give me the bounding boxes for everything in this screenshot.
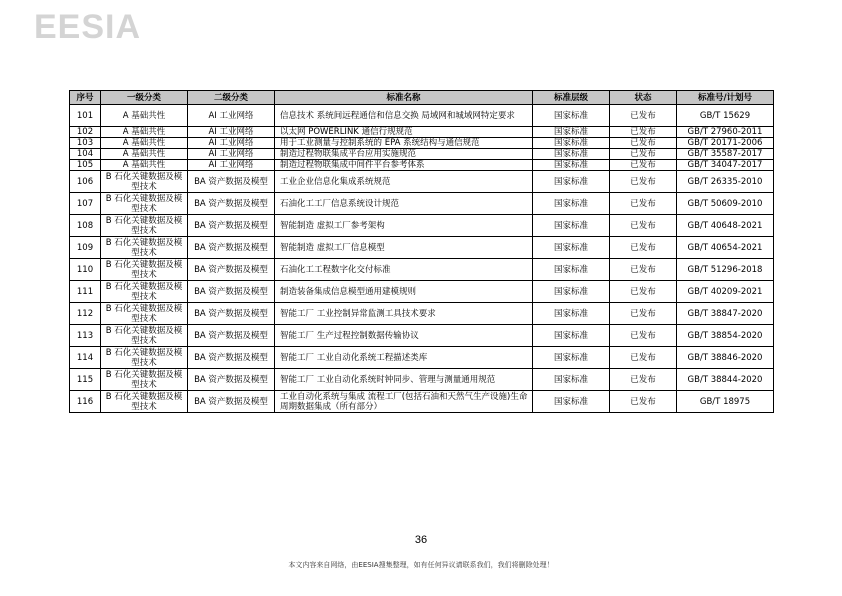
primary-category-cell: A 基础共性 bbox=[101, 127, 188, 138]
primary-category-cell: A 基础共性 bbox=[101, 160, 188, 171]
primary-category-cell: B 石化关键数据及模型技术 bbox=[101, 281, 188, 303]
standard-name-cell: 智能工厂 生产过程控制数据传输协议 bbox=[275, 325, 533, 347]
table-row bbox=[70, 105, 774, 127]
standard-level-cell: 国家标准 bbox=[533, 171, 610, 193]
standard-status-cell: 已发布 bbox=[610, 149, 677, 160]
standard-status-cell: 已发布 bbox=[610, 160, 677, 171]
standard-status-cell: 已发布 bbox=[610, 171, 677, 193]
standard-name-cell: 制造过程物联集成平台应用实施规范 bbox=[275, 149, 533, 160]
standard-code-cell: GB/T 38844-2020 bbox=[677, 369, 774, 391]
standard-level-cell: 国家标准 bbox=[533, 347, 610, 369]
standard-code-cell: GB/T 50609-2010 bbox=[677, 193, 774, 215]
standard-code-cell: GB/T 51296-2018 bbox=[677, 259, 774, 281]
table-row bbox=[70, 259, 774, 281]
standard-name-cell: 工业自动化系统与集成 流程工厂(包括石油和天然气生产设施)生命周期数据集成（所有部分） bbox=[275, 391, 533, 413]
table-row bbox=[70, 149, 774, 160]
standard-status-cell: 已发布 bbox=[610, 325, 677, 347]
standard-name-cell: 用于工业测量与控制系统的 EPA 系统结构与通信规范 bbox=[275, 138, 533, 149]
row-number-cell: 115 bbox=[70, 369, 101, 391]
standard-name-cell: 制造过程物联集成中间件平台参考体系 bbox=[275, 160, 533, 171]
standards-table bbox=[69, 90, 774, 413]
standard-status-cell: 已发布 bbox=[610, 237, 677, 259]
standard-name-cell: 工业企业信息化集成系统规范 bbox=[275, 171, 533, 193]
row-number-cell: 102 bbox=[70, 127, 101, 138]
standard-code-cell: GB/T 18975 bbox=[677, 391, 774, 413]
secondary-category-cell: BA 资产数据及模型 bbox=[188, 193, 275, 215]
secondary-category-cell: AI 工业网络 bbox=[188, 105, 275, 127]
footer-disclaimer: 本文内容来自网络，由EESIA搜集整理，如有任何异议请联系我们，我们将删除处理！ bbox=[288, 561, 554, 569]
table-row bbox=[70, 369, 774, 391]
table-row bbox=[70, 347, 774, 369]
secondary-category-cell: BA 资产数据及模型 bbox=[188, 391, 275, 413]
row-number-cell: 112 bbox=[70, 303, 101, 325]
table-row bbox=[70, 237, 774, 259]
standard-name-cell: 智能制造 虚拟工厂信息模型 bbox=[275, 237, 533, 259]
page-number: 36 bbox=[414, 534, 428, 546]
eesia-logo: EESIA bbox=[34, 8, 142, 46]
table-row bbox=[70, 281, 774, 303]
standard-name-cell: 制造装备集成信息模型通用建模规则 bbox=[275, 281, 533, 303]
standard-name-cell: 智能工厂 工业自动化系统时钟同步、管理与测量通用规范 bbox=[275, 369, 533, 391]
standard-name-cell: 以太网 POWERLINK 通信行规规范 bbox=[275, 127, 533, 138]
row-number-cell: 106 bbox=[70, 171, 101, 193]
row-number-cell: 110 bbox=[70, 259, 101, 281]
standard-level-cell: 国家标准 bbox=[533, 281, 610, 303]
table-row bbox=[70, 325, 774, 347]
standard-level-cell: 国家标准 bbox=[533, 138, 610, 149]
primary-category-cell: A 基础共性 bbox=[101, 105, 188, 127]
table-row bbox=[70, 171, 774, 193]
row-number-cell: 101 bbox=[70, 105, 101, 127]
secondary-category-cell: BA 资产数据及模型 bbox=[188, 171, 275, 193]
table-header-row bbox=[70, 91, 774, 105]
standard-name-cell: 智能工厂 工业控制异常监测工具技术要求 bbox=[275, 303, 533, 325]
standard-level-cell: 国家标准 bbox=[533, 259, 610, 281]
row-number-cell: 105 bbox=[70, 160, 101, 171]
standard-status-cell: 已发布 bbox=[610, 369, 677, 391]
secondary-category-cell: BA 资产数据及模型 bbox=[188, 369, 275, 391]
row-number-cell: 114 bbox=[70, 347, 101, 369]
row-number-cell: 103 bbox=[70, 138, 101, 149]
standard-name-cell: 石油化工工程数字化交付标准 bbox=[275, 259, 533, 281]
secondary-category-cell: AI 工业网络 bbox=[188, 149, 275, 160]
primary-category-cell: B 石化关键数据及模型技术 bbox=[101, 369, 188, 391]
standard-code-cell: GB/T 26335-2010 bbox=[677, 171, 774, 193]
secondary-category-cell: BA 资产数据及模型 bbox=[188, 237, 275, 259]
standard-status-cell: 已发布 bbox=[610, 303, 677, 325]
primary-category-cell: B 石化关键数据及模型技术 bbox=[101, 193, 188, 215]
standard-code-cell: GB/T 35587-2017 bbox=[677, 149, 774, 160]
standard-name-cell: 信息技术 系统间远程通信和信息交换 局域网和城域网特定要求 bbox=[275, 105, 533, 127]
secondary-category-cell: AI 工业网络 bbox=[188, 138, 275, 149]
row-number-cell: 109 bbox=[70, 237, 101, 259]
standard-status-cell: 已发布 bbox=[610, 138, 677, 149]
standard-status-cell: 已发布 bbox=[610, 281, 677, 303]
row-number-cell: 104 bbox=[70, 149, 101, 160]
table-row bbox=[70, 303, 774, 325]
primary-category-cell: B 石化关键数据及模型技术 bbox=[101, 347, 188, 369]
secondary-category-cell: BA 资产数据及模型 bbox=[188, 347, 275, 369]
table-row bbox=[70, 193, 774, 215]
standard-code-cell: GB/T 40648-2021 bbox=[677, 215, 774, 237]
standard-status-cell: 已发布 bbox=[610, 391, 677, 413]
secondary-category-cell: BA 资产数据及模型 bbox=[188, 215, 275, 237]
standard-level-cell: 国家标准 bbox=[533, 105, 610, 127]
col-header-status: 状态 bbox=[610, 91, 677, 105]
standard-code-cell: GB/T 40209-2021 bbox=[677, 281, 774, 303]
standard-code-cell: GB/T 15629 bbox=[677, 105, 774, 127]
primary-category-cell: B 石化关键数据及模型技术 bbox=[101, 259, 188, 281]
standard-status-cell: 已发布 bbox=[610, 127, 677, 138]
standard-name-cell: 石油化工工厂信息系统设计规范 bbox=[275, 193, 533, 215]
secondary-category-cell: BA 资产数据及模型 bbox=[188, 281, 275, 303]
primary-category-cell: A 基础共性 bbox=[101, 138, 188, 149]
primary-category-cell: A 基础共性 bbox=[101, 149, 188, 160]
standard-code-cell: GB/T 38846-2020 bbox=[677, 347, 774, 369]
row-number-cell: 116 bbox=[70, 391, 101, 413]
standard-status-cell: 已发布 bbox=[610, 259, 677, 281]
standard-level-cell: 国家标准 bbox=[533, 149, 610, 160]
col-header-code: 标准号/计划号 bbox=[677, 91, 774, 105]
standard-name-cell: 智能制造 虚拟工厂参考架构 bbox=[275, 215, 533, 237]
table-row bbox=[70, 138, 774, 149]
standard-code-cell: GB/T 40654-2021 bbox=[677, 237, 774, 259]
table-row bbox=[70, 215, 774, 237]
standard-status-cell: 已发布 bbox=[610, 193, 677, 215]
standard-name-cell: 智能工厂 工业自动化系统工程描述类库 bbox=[275, 347, 533, 369]
standard-code-cell: GB/T 20171-2006 bbox=[677, 138, 774, 149]
standard-level-cell: 国家标准 bbox=[533, 391, 610, 413]
col-header-name: 标准名称 bbox=[275, 91, 533, 105]
standard-status-cell: 已发布 bbox=[610, 105, 677, 127]
standard-code-cell: GB/T 38847-2020 bbox=[677, 303, 774, 325]
secondary-category-cell: AI 工业网络 bbox=[188, 160, 275, 171]
standard-level-cell: 国家标准 bbox=[533, 303, 610, 325]
secondary-category-cell: BA 资产数据及模型 bbox=[188, 303, 275, 325]
standard-code-cell: GB/T 34047-2017 bbox=[677, 160, 774, 171]
table-row bbox=[70, 127, 774, 138]
primary-category-cell: B 石化关键数据及模型技术 bbox=[101, 303, 188, 325]
standard-level-cell: 国家标准 bbox=[533, 325, 610, 347]
col-header-no: 序号 bbox=[70, 91, 101, 105]
standard-level-cell: 国家标准 bbox=[533, 215, 610, 237]
table-row bbox=[70, 160, 774, 171]
standard-status-cell: 已发布 bbox=[610, 215, 677, 237]
secondary-category-cell: BA 资产数据及模型 bbox=[188, 325, 275, 347]
standard-level-cell: 国家标准 bbox=[533, 193, 610, 215]
primary-category-cell: B 石化关键数据及模型技术 bbox=[101, 391, 188, 413]
col-header-cat2: 二级分类 bbox=[188, 91, 275, 105]
standard-level-cell: 国家标准 bbox=[533, 127, 610, 138]
table-row bbox=[70, 391, 774, 413]
standard-status-cell: 已发布 bbox=[610, 347, 677, 369]
standard-code-cell: GB/T 38854-2020 bbox=[677, 325, 774, 347]
standard-level-cell: 国家标准 bbox=[533, 237, 610, 259]
standard-level-cell: 国家标准 bbox=[533, 160, 610, 171]
row-number-cell: 113 bbox=[70, 325, 101, 347]
standard-code-cell: GB/T 27960-2011 bbox=[677, 127, 774, 138]
primary-category-cell: B 石化关键数据及模型技术 bbox=[101, 325, 188, 347]
col-header-level: 标准层级 bbox=[533, 91, 610, 105]
standard-level-cell: 国家标准 bbox=[533, 369, 610, 391]
row-number-cell: 111 bbox=[70, 281, 101, 303]
col-header-cat1: 一级分类 bbox=[101, 91, 188, 105]
secondary-category-cell: BA 资产数据及模型 bbox=[188, 259, 275, 281]
primary-category-cell: B 石化关键数据及模型技术 bbox=[101, 171, 188, 193]
row-number-cell: 107 bbox=[70, 193, 101, 215]
row-number-cell: 108 bbox=[70, 215, 101, 237]
primary-category-cell: B 石化关键数据及模型技术 bbox=[101, 237, 188, 259]
secondary-category-cell: AI 工业网络 bbox=[188, 127, 275, 138]
primary-category-cell: B 石化关键数据及模型技术 bbox=[101, 215, 188, 237]
